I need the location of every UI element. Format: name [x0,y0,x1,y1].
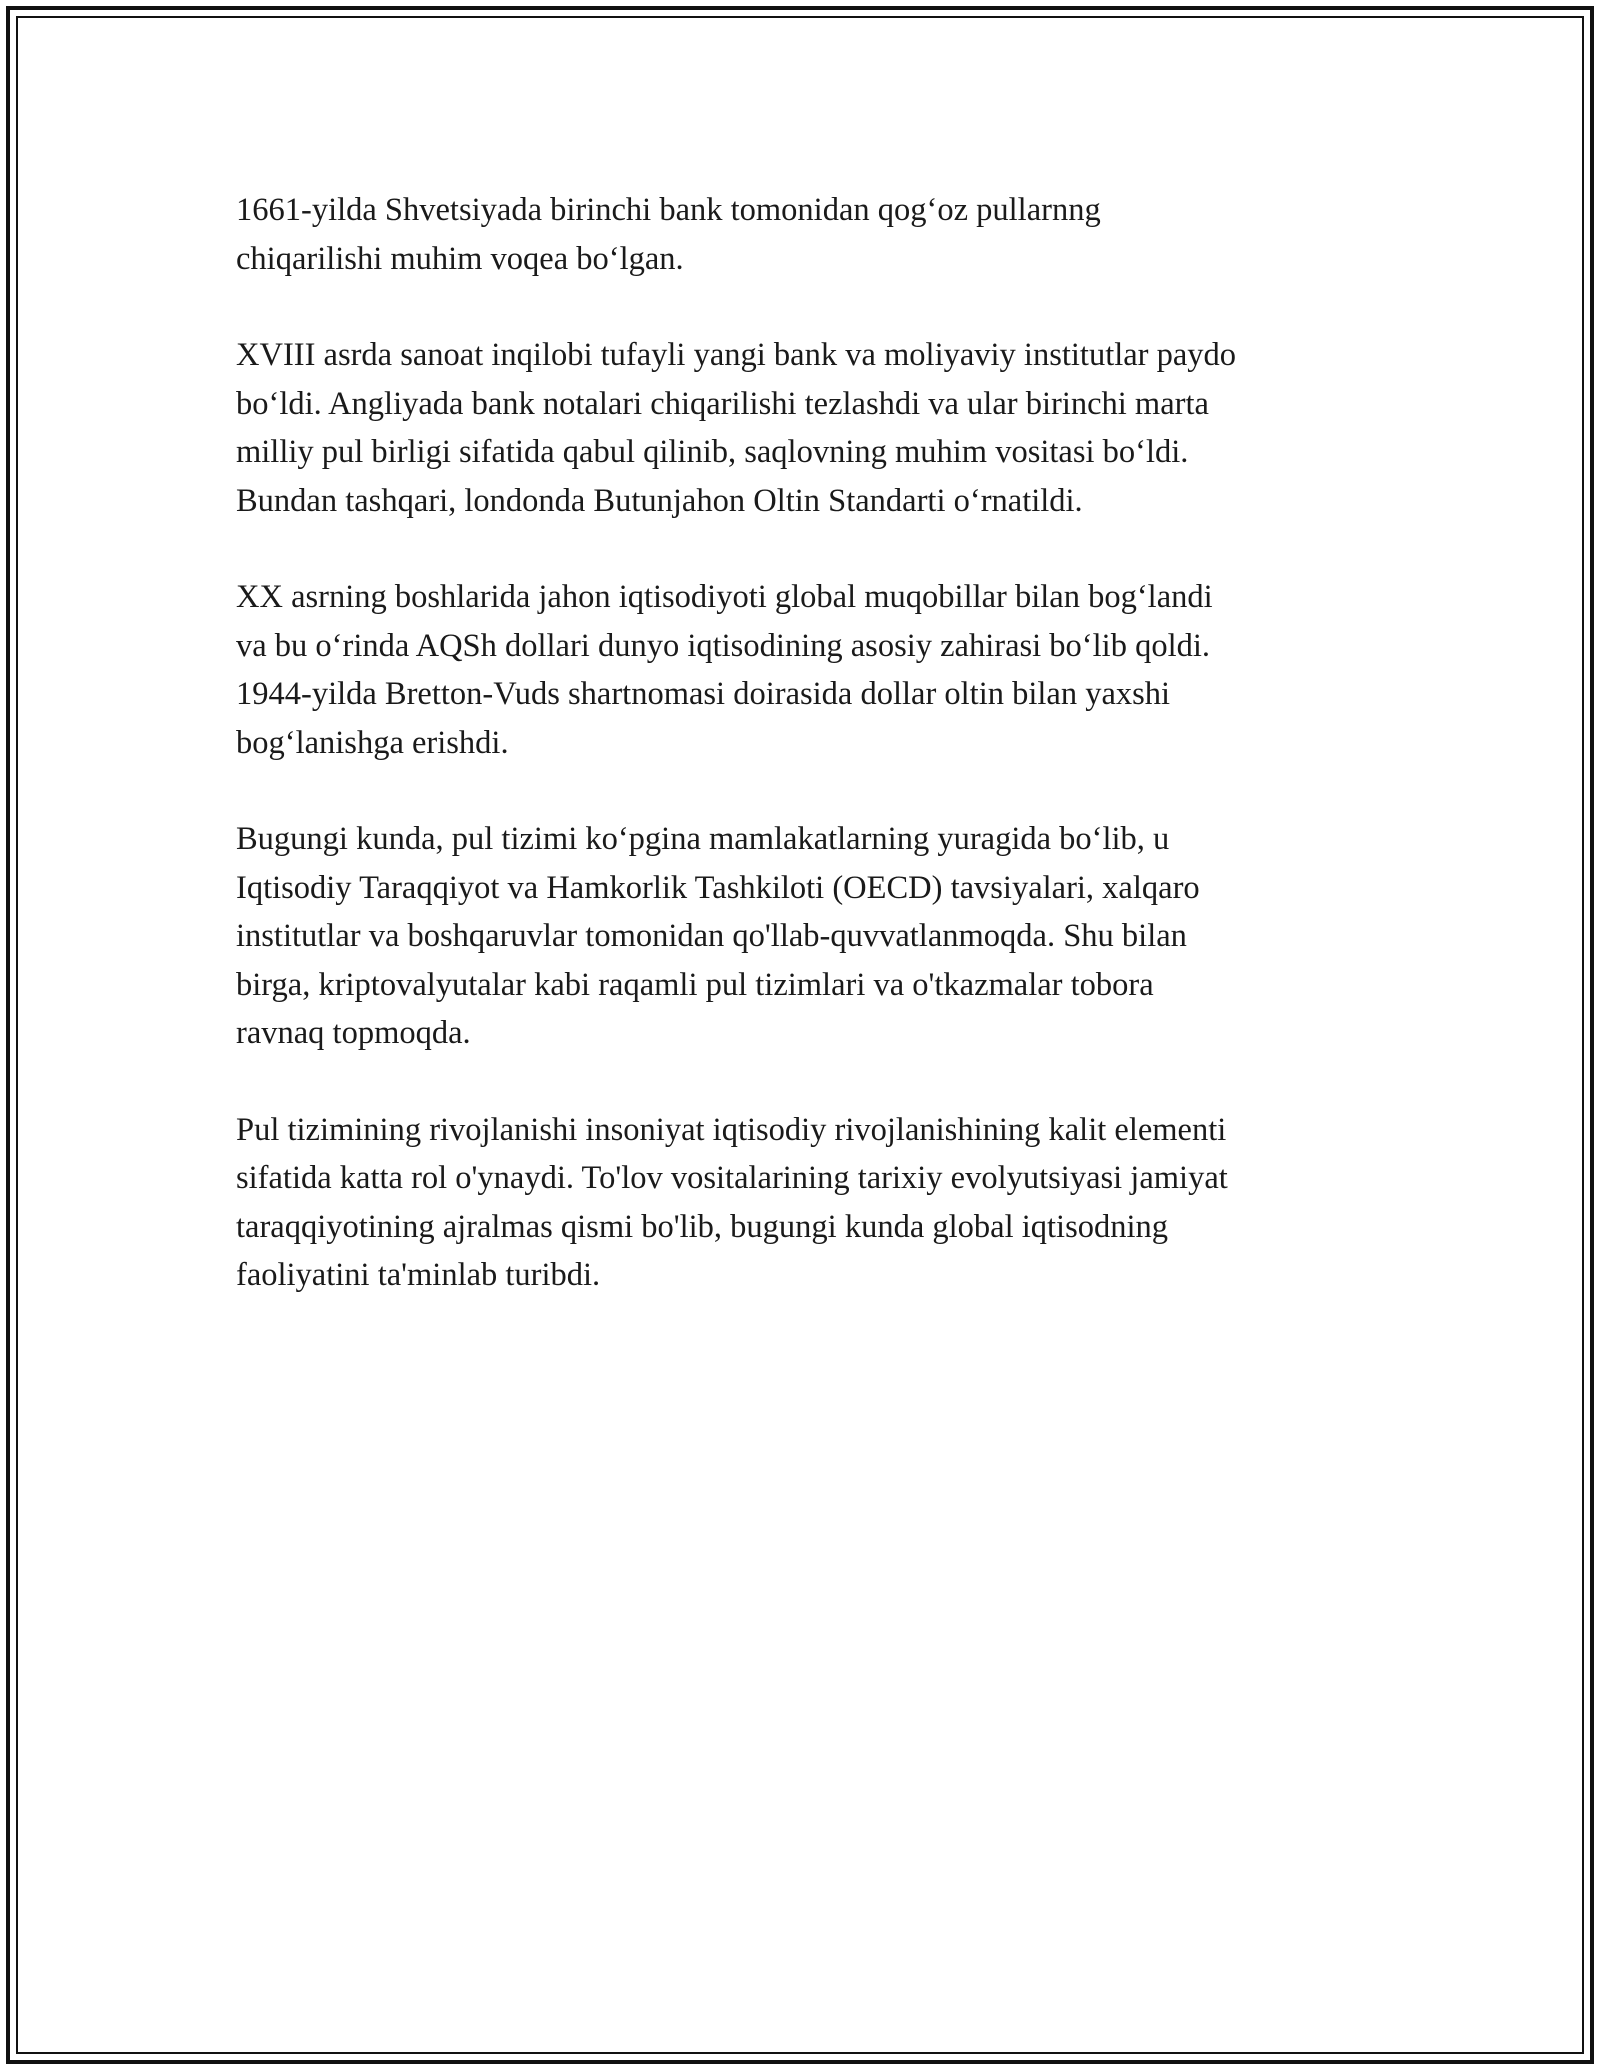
paragraph-present-day: Bugungi kunda, pul tizimi ko‘pgina mamlakatlarning yuragida bo‘lib, u Iqtisodiy Taraqqiyot va Hamkorlik Tashkiloti (OECD) tavsiyalari, xalqaro institutlar va boshqaruvlar tomonidan qo'llab-quvvatlanmoqda. Shu bilan birga, kriptovalyutalar kabi raqamli pul tizimlari va o'tkazmalar tobora ravnaq topmoqda. [236,821,1200,1051]
document-body [236,186,1376,1348]
paragraph-industrial-revolution: XVIII asrda sanoat inqilobi tufayli yangi bank va moliyaviy institutlar paydo bo‘ldi. Angliyada bank notalari chiqarilishi tezlashdi va ular birinchi marta milliy pul birligi sifatida qabul qilinib, saqlovning muhim vositasi bo‘ldi. Bundan tashqari, londonda Butunjahon Oltin Standarti o‘rnatildi. [236,337,1237,519]
paragraph-conclusion: Pul tizimining rivojlanishi insoniyat iqtisodiy rivojlanishining kalit elementi sifatida katta rol o'ynaydi. To'lov vositalarining tarixiy evolyutsiyasi jamiyat taraqqiyotining ajralmas qismi bo'lib, bugungi kunda global iqtisodning faoliyatini ta'minlab turibdi. [236,1111,1228,1293]
paragraph-swedish-banknotes: 1661-yilda Shvetsiyada birinchi bank tomonidan qog‘oz pullarnng chiqarilishi muhim voqea bo‘lgan. [236,192,1101,277]
paragraph-twentieth-century: XX asrning boshlarida jahon iqtisodiyoti global muqobillar bilan bog‘landi va bu o‘rinda AQSh dollari dunyo iqtisodining asosiy zahirasi bo‘lib qoldi. 1944-yilda Bretton-Vuds shartnomasi doirasida dollar oltin bilan yaxshi bog‘lanishga erishdi. [236,579,1213,761]
